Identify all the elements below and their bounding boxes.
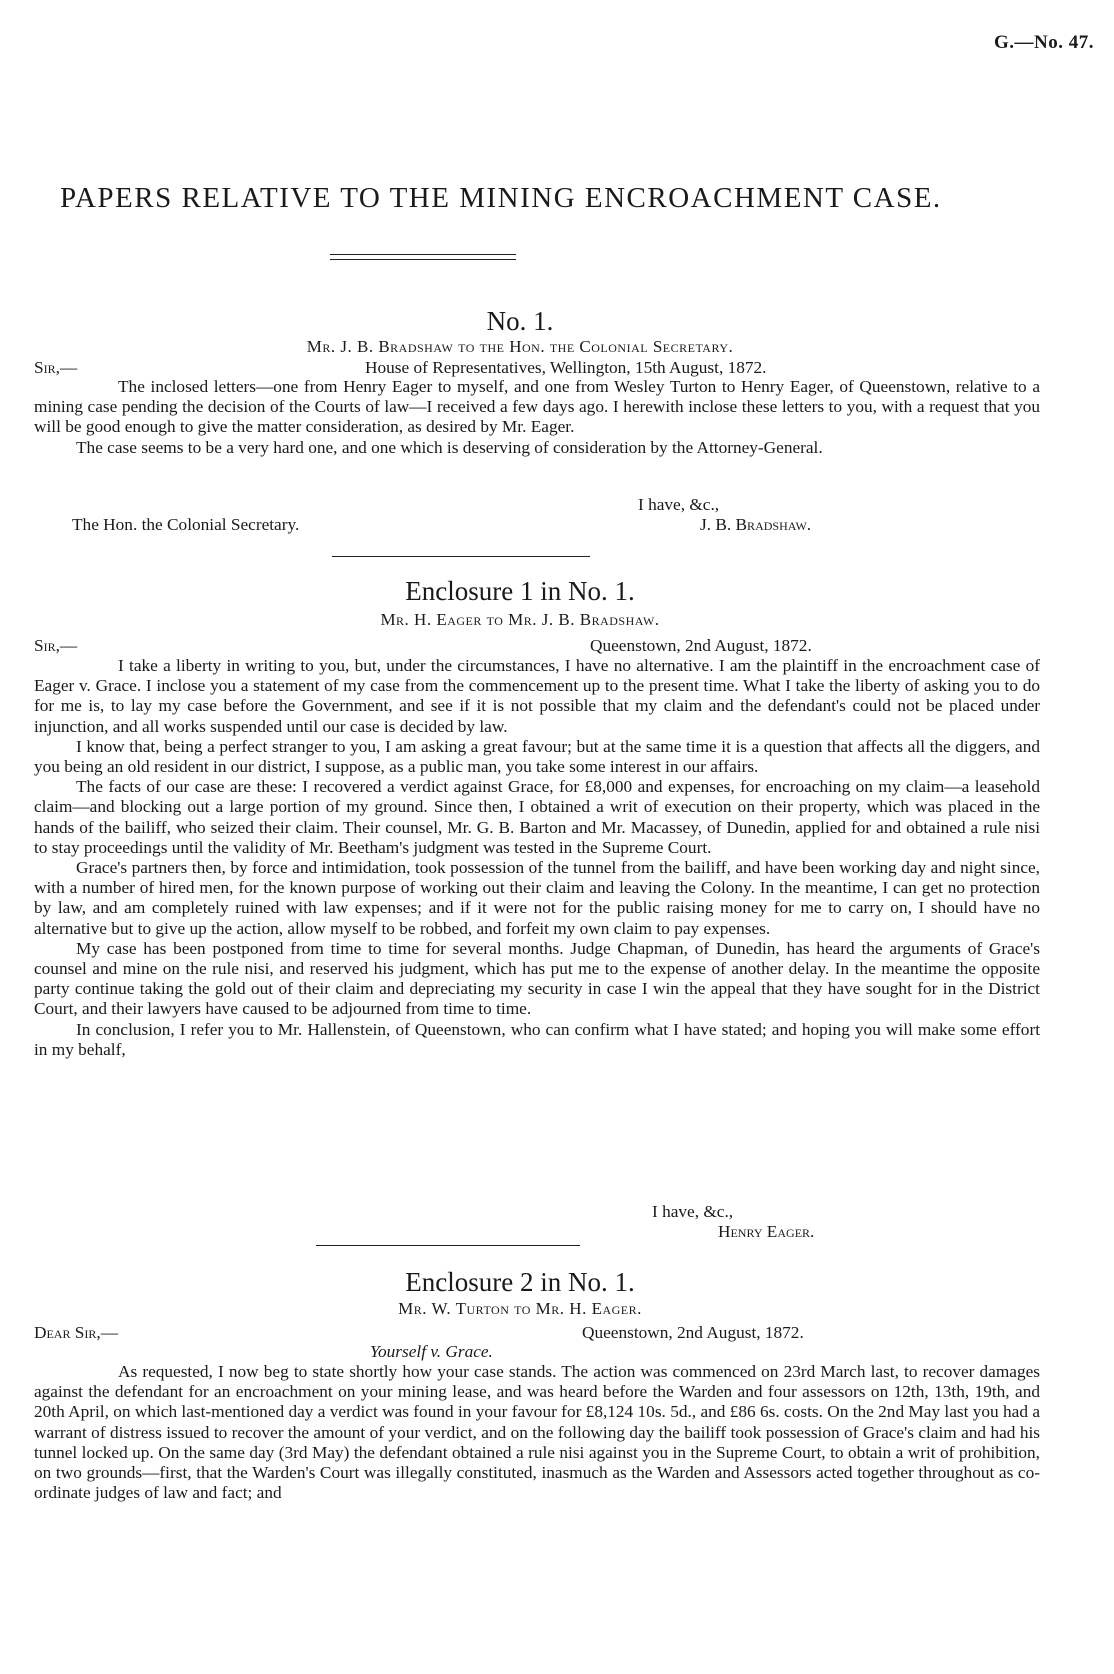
no1-subheading: Mr. J. B. Bradshaw to the Hon. the Colonial Secretary. xyxy=(306,337,734,356)
enc2-salutation: Dear Sir,— xyxy=(34,1323,119,1342)
no1-signature: J. B. Bradshaw. xyxy=(700,515,812,534)
enc1-paragraph: I take a liberty in writing to you, but, under the circumstances, I have no alternative. I am the plaintiff in the encroachment case of Eager v. Grace. I inclose you a statement of my case from the commencement up to the present time. What I take the liberty of asking you to do for me is, to lay my case before the Government, and see if it is not possible that my claim and the defendant's could not be placed under injunction, and all works suspended until our case is decided by law. xyxy=(34,656,1040,736)
enc1-paragraph: In conclusion, I refer you to Mr. Hallenstein, of Queenstown, who can confirm what I have stated; and hoping you will make some effort in my behalf, xyxy=(34,1019,1040,1059)
enc1-signature: Henry Eager. xyxy=(718,1222,815,1241)
enc2-case-title: Yourself v. Grace. xyxy=(370,1342,493,1361)
enc1-closing: I have, &c., xyxy=(652,1202,734,1221)
enc1-body xyxy=(34,656,1040,1060)
no1-closing: I have, &c., xyxy=(638,495,720,514)
enc2-paragraph: As requested, I now beg to state shortly how your case stands. The action was commenced on 23rd March last, to recover damages against the defendant for an encroachment on your mining lease, and was heard before the Warden and four assessors on 12th, 13th, 19th, and 20th April, on which last-mentioned day a verdict was found in your favour for £8,124 10s. 5d., and £86 6s. costs. On the 2nd May last you had a warrant of distress issued to recover the amount of your verdict, and on the following day the bailiff took possession of Grace's claim and had his tunnel locked up. On the same day (3rd May) the defendant obtained a rule nisi against you in the Supreme Court, to obtain a writ of prohibition, on two grounds—first, that the Warden's Court was illegally constituted, inasmuch as the Warden and Assessors acted together throughout as co-ordinate judges of law and fact; and xyxy=(34,1362,1040,1503)
enc2-body xyxy=(34,1362,1040,1503)
enc1-paragraph: The facts of our case are these: I recovered a verdict against Grace, for £8,000 and expenses, for encroaching on my claim—a leasehold claim—and blocking out a large portion of my ground. Since then, I obtained a writ of execution on their property, which was placed in the hands of the bailiff, who seized their claim. Their counsel, Mr. G. B. Barton and Mr. Macassey, of Dunedin, applied for and obtained a rule nisi to stay proceedings until the validity of Mr. Beetham's judgment was tested in the Supreme Court. xyxy=(34,777,1040,857)
enc1-subheading: Mr. H. Eager to Mr. J. B. Bradshaw. xyxy=(380,610,660,629)
no1-body xyxy=(34,377,1040,458)
title-divider xyxy=(330,254,516,260)
enc1-salutation: Sir,— xyxy=(34,636,78,655)
enc1-heading: Enclosure 1 in No. 1. xyxy=(405,576,635,606)
no1-paragraph: The inclosed letters—one from Henry Eager to myself, and one from Wesley Turton to Henry Eager, of Queenstown, relative to a mining case pending the decision of the Courts of law—I received a few days ago. I herewith inclose these letters to you, with a request that you will be good enough to give the matter consideration, as desired by Mr. Eager. xyxy=(34,377,1040,437)
no1-heading: No. 1. xyxy=(486,306,554,336)
enc2-subheading: Mr. W. Turton to Mr. H. Eager. xyxy=(398,1299,642,1318)
enc1-paragraph: Grace's partners then, by force and intimidation, took possession of the tunnel from the bailiff, and have been working day and night since, with a number of hired men, for the known purpose of working out their claim and leaving the Colony. In the meantime, I can get no protection by law, and am completely ruined with law expenses; and if it were not for the public raising money for me to carry on, I should have no alternative but to give up the action, allow myself to be robbed, and forfeit my own claim to pay expenses. xyxy=(34,858,1040,938)
no1-salutation: Sir,— xyxy=(34,358,78,377)
section-divider xyxy=(332,556,590,557)
enc2-address: Queenstown, 2nd August, 1872. xyxy=(582,1323,804,1342)
enc2-heading: Enclosure 2 in No. 1. xyxy=(405,1267,635,1297)
document-reference: G.—No. 47. xyxy=(994,32,1094,53)
no1-address: House of Representatives, Wellington, 15th August, 1872. xyxy=(365,358,767,377)
section-divider xyxy=(316,1245,580,1246)
enc1-address: Queenstown, 2nd August, 1872. xyxy=(590,636,812,655)
enc1-paragraph: I know that, being a perfect stranger to you, I am asking a great favour; but at the same time it is a question that affects all the diggers, and you being an old resident in our district, I suppose, as a public man, you take some interest in our affairs. xyxy=(34,736,1040,777)
enc1-paragraph: My case has been postponed from time to time for several months. Judge Chapman, of Dunedin, has heard the arguments of Grace's counsel and mine on the rule nisi, and reserved his judgment, which has put me to the expense of another delay. In the meantime the opposite party continue taking the gold out of their claim and depreciating my security in case I win the appeal that they have sought for in the District Court, and their lawyers have caused to be adjourned from time to time. xyxy=(34,938,1040,1019)
no1-paragraph: The case seems to be a very hard one, and one which is deserving of consideration by the Attorney-General. xyxy=(76,437,823,457)
no1-addressee: The Hon. the Colonial Secretary. xyxy=(72,515,300,534)
document-title: PAPERS RELATIVE TO THE MINING ENCROACHMENT CASE. xyxy=(60,182,942,214)
